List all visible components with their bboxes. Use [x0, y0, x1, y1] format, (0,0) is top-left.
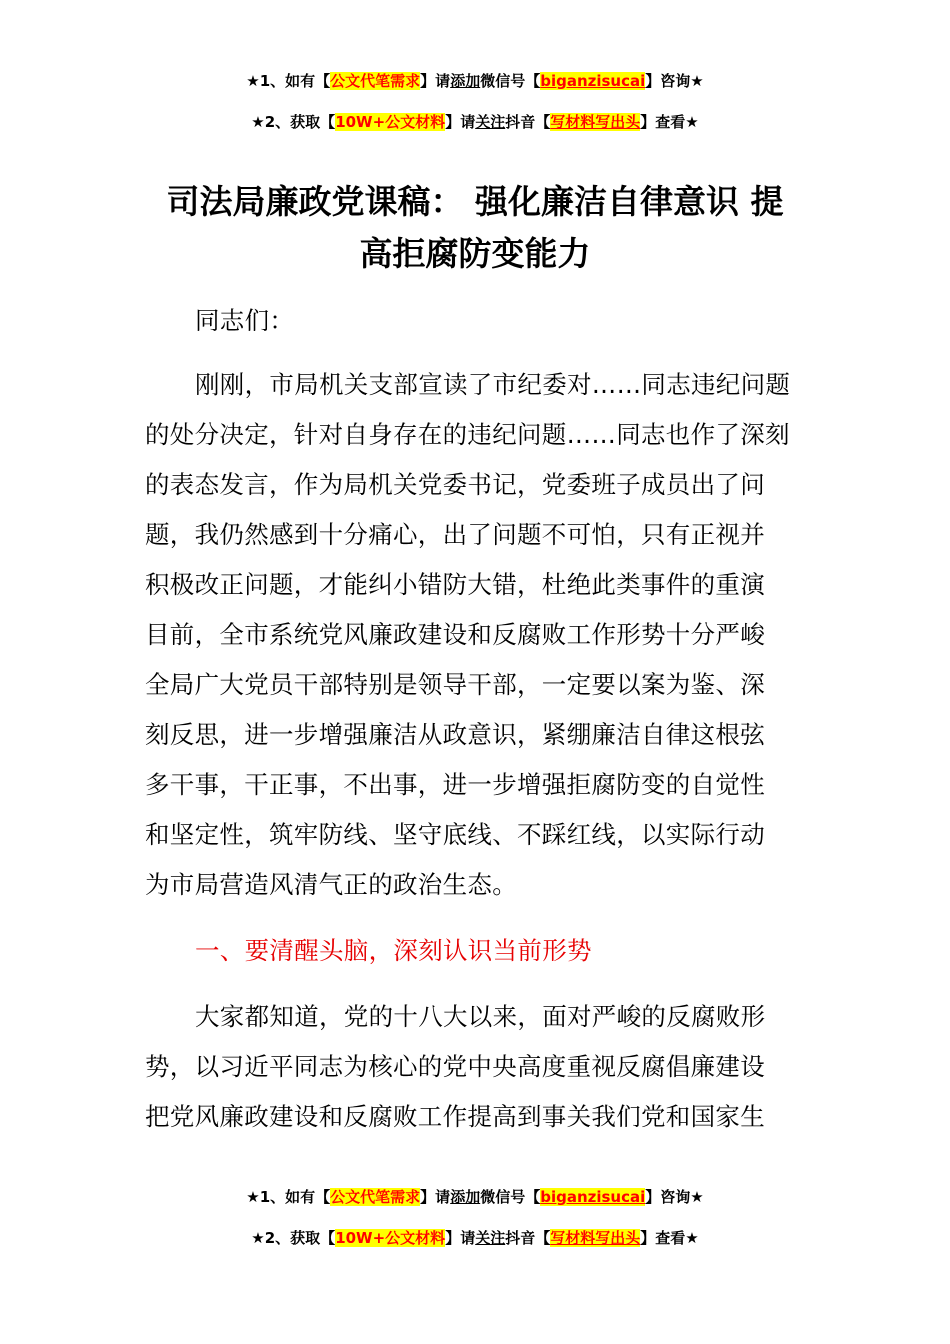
promo-emphasis: 关注	[475, 113, 506, 131]
promo-highlight: 公文代笔需求	[330, 72, 421, 90]
promo-emphasis: 关注	[475, 1229, 506, 1247]
paragraph-line: 的处分决定，针对自身存在的违纪问题……同志也作了深刻	[145, 420, 790, 449]
douyin-id-link[interactable]: 写材料写出头	[550, 1229, 641, 1247]
greeting: 同志们：	[195, 306, 295, 335]
promo-prefix: ★1、如有【	[246, 72, 331, 90]
wechat-id-link[interactable]: biganzisucai	[540, 1188, 646, 1206]
promo-text: 抖音【	[505, 113, 551, 131]
promo-suffix: 】查看★	[640, 113, 699, 131]
paragraph-line: 把党风廉政建设和反腐败工作提高到事关我们党和国家生	[145, 1102, 765, 1131]
paragraph-line: 多干事，干正事，不出事，进一步增强拒腐防变的自觉性	[145, 770, 765, 799]
paragraph-line: 全局广大党员干部特别是领导干部，一定要以案为鉴、深	[145, 670, 765, 699]
paragraph-line: 积极改正问题，才能纠小错防大错，杜绝此类事件的重演	[145, 570, 765, 599]
paragraph-line: 大家都知道，党的十八大以来，面对严峻的反腐败形	[195, 1002, 766, 1031]
promo-highlight: 公文代笔需求	[330, 1188, 421, 1206]
paragraph-1	[145, 360, 805, 910]
header-promo-line-1	[0, 71, 950, 91]
document-body	[145, 296, 805, 1142]
promo-emphasis: 添加	[450, 1188, 481, 1206]
document-title	[145, 176, 805, 280]
promo-text: 】请	[420, 1188, 451, 1206]
paragraph-line: 刚刚，市局机关支部宣读了市纪委对……同志违纪问题	[195, 370, 791, 399]
paragraph-2	[145, 992, 805, 1142]
promo-prefix: ★1、如有【	[246, 1188, 331, 1206]
promo-highlight: 10W+公文材料	[335, 113, 446, 131]
title-line-1: 司法局廉政党课稿： 强化廉洁自律意识 提	[166, 182, 784, 221]
footer-promo-line-1	[0, 1187, 950, 1207]
promo-prefix: ★2、获取【	[251, 113, 336, 131]
wechat-id-link[interactable]: biganzisucai	[540, 72, 646, 90]
promo-suffix: 】咨询★	[645, 72, 704, 90]
promo-highlight: 10W+公文材料	[335, 1229, 446, 1247]
promo-suffix: 】查看★	[640, 1229, 699, 1247]
promo-text: 】请	[420, 72, 451, 90]
douyin-id-link[interactable]: 写材料写出头	[550, 113, 641, 131]
promo-text: 】请	[445, 113, 476, 131]
promo-text: 】请	[445, 1229, 476, 1247]
promo-text: 微信号【	[480, 72, 541, 90]
paragraph-line: 的表态发言，作为局机关党委书记，党委班子成员出了问	[145, 470, 765, 499]
paragraph-line: 刻反思，进一步增强廉洁从政意识，紧绷廉洁自律这根弦	[145, 720, 765, 749]
promo-text: 微信号【	[480, 1188, 541, 1206]
paragraph-line: 目前，全市系统党风廉政建设和反腐败工作形势十分严峻	[145, 620, 765, 649]
section-heading: 一、要清醒头脑，深刻认识当前形势	[195, 936, 592, 965]
paragraph-line: 和坚定性，筑牢防线、坚守底线、不踩红线，以实际行动	[145, 820, 765, 849]
title-line-2: 高拒腐防变能力	[359, 234, 591, 273]
promo-prefix: ★2、获取【	[251, 1229, 336, 1247]
promo-emphasis: 添加	[450, 72, 481, 90]
promo-suffix: 】咨询★	[645, 1188, 704, 1206]
header-promo-line-2	[0, 112, 950, 132]
footer-promo-line-2	[0, 1228, 950, 1248]
paragraph-line: 势，以习近平同志为核心的党中央高度重视反腐倡廉建设	[145, 1052, 765, 1081]
paragraph-line: 题，我仍然感到十分痛心，出了问题不可怕，只有正视并	[145, 520, 765, 549]
promo-text: 抖音【	[505, 1229, 551, 1247]
paragraph-line: 为市局营造风清气正的政治生态。	[145, 870, 517, 899]
